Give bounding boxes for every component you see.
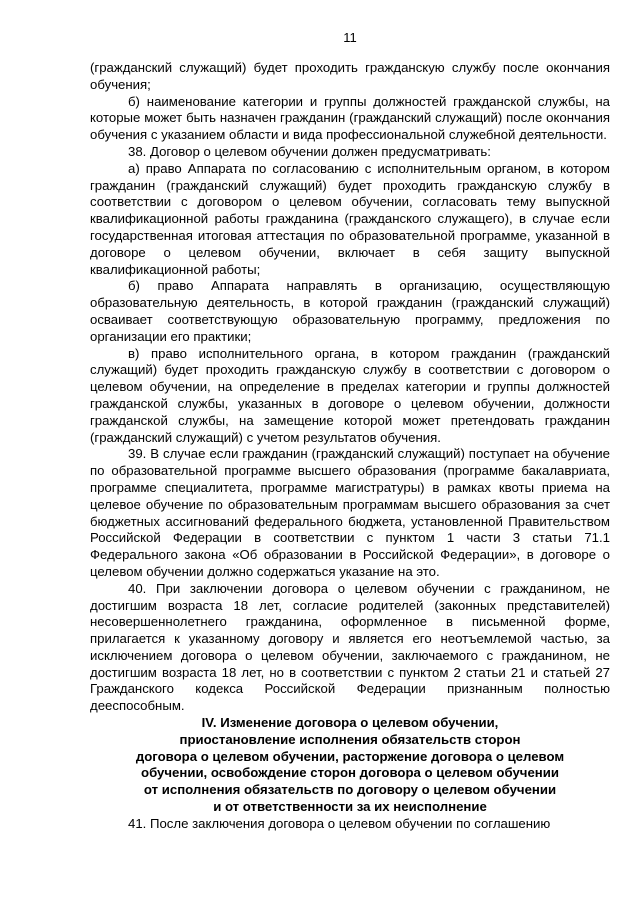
section-heading-line: обучении, освобождение сторон договора о целевом обучении [141,765,559,781]
section-heading-line: и от ответственности за их неисполнение [213,799,487,815]
paragraph-38-v: в) право исполнительного органа, в котором гражданин (гражданский служащий) будет проходить гражданскую службу в соответствии с договором о целевом обучении, на определение в пределах категории и группы должностей гражданской службы, указанных в договоре о целевом обучении, должности гражданской службы, на замещение которой может претендовать гражданин (гражданский служащий) с учетом результатов обучения. [90,345,610,445]
paragraph-40: 40. При заключении договора о целевом обучении с гражданином, не достигшим возраста 18 лет, согласие родителей (законных представителей) несовершеннолетнего гражданина, оформленное в письменной форме, прилагается к указанному договору и является его неотъемлемой частью, за исключением договора о целевом обучении, заключаемого с гражданином, не достигшим возраста 18 лет, но в соответствии с пунктом 2 статьи 21 и статьей 27 Гражданского кодекса Российской Федерации признанным полностью дееспособным. [90,580,610,714]
section-heading-line: от исполнения обязательств по договору о целевом обучении [143,782,557,798]
paragraph-38-a: а) право Аппарата по согласованию с исполнительным органом, в котором гражданин (гражданский служащий) будет проходить гражданскую службу в соответствии с договором о целевом обучении, согласовать тему выпускной квалификационной работы гражданина (гражданского служащего), в случае если государственная итоговая аттестация по образовательной программе, указанной в договоре о целевом обучении, включает в себя защиту выпускной квалификационной работы; [90,160,610,277]
paragraph-39: 39. В случае если гражданин (гражданский служащий) поступает на обучение по образовательной программе высшего образования (программе бакалавриата, программе специалитета, программе магистратуры) в рамках квоты приема на целевое обучение по образовательным программам высшего образования за счет бюджетных ассигнований федерального бюджета, установленной Правительством Российской Федерации в соответствии с пунктом 1 части 3 статьи 71.1 Федерального закона «Об образовании в Российской Федерации», в договоре о целевом обучении должно содержаться указание на это. [90,446,610,579]
paragraph-41: 41. После заключения договора о целевом обучении по соглашению [128,815,551,831]
section-heading-line: договора о целевом обучении, расторжение договора о целевом [135,748,565,764]
section-heading [90,715,610,816]
page-number: 11 [343,30,357,45]
section-heading-line: IV. Изменение договора о целевом обучении, [201,715,499,731]
paragraph-38-b: б) право Аппарата направлять в организацию, осуществляющую образовательную деятельность, в которой гражданин (гражданский служащий) осваивает соответствующую образовательную программу, предложения по организации его практики; [90,278,610,344]
document-page [90,30,610,890]
section-heading-line: приостановление исполнения обязательств сторон [179,731,521,747]
paragraph-38: 38. Договор о целевом обучении должен предусматривать: [128,143,491,159]
paragraph-item-b-category: б) наименование категории и группы должностей гражданской службы, на которые может быть назначен гражданин (гражданский служащий) после окончания обучения с указанием области и вида профессиональной служебной деятельности. [90,93,610,143]
paragraph-continuation: (гражданский служащий) будет проходить гражданскую службу после окончания обучения; [90,60,610,92]
